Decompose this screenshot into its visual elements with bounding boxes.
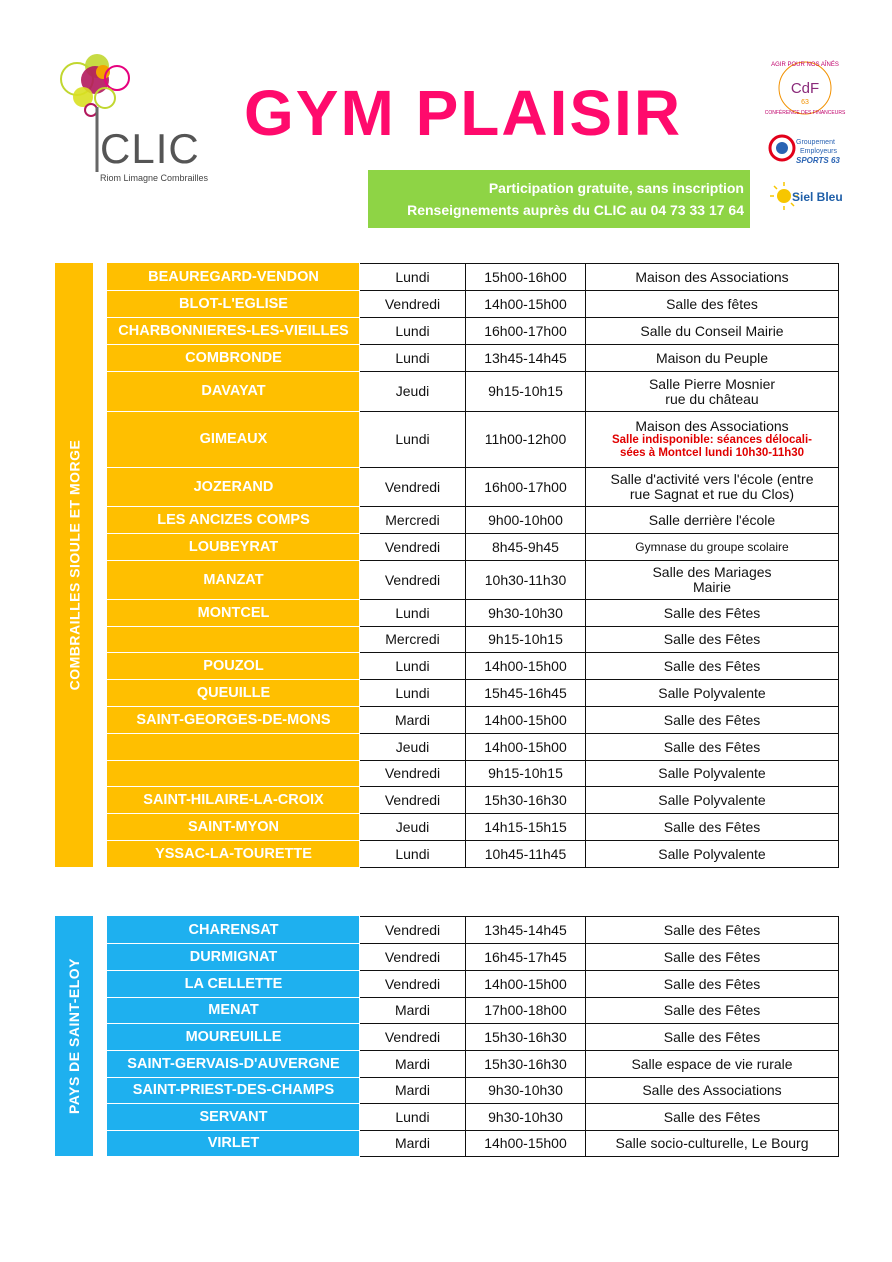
venue-text: Salle des Fêtes: [663, 948, 761, 965]
schedule-table-saint-eloy: [107, 916, 839, 1157]
table-row: [108, 971, 839, 998]
venue-text: Salle des Fêtes: [663, 738, 761, 755]
venue-text: Salle Polyvalente: [658, 845, 766, 862]
town-cell: QUEUILLE: [108, 680, 360, 707]
venue-text: Salle du Conseil Mairie: [640, 322, 784, 339]
table-row: [108, 600, 839, 627]
venue-text: Salle Polyvalente: [658, 791, 766, 808]
venue-cell: [586, 291, 839, 318]
ges-line-2: Employeurs: [800, 148, 837, 155]
time-cell: 14h00-15h00: [466, 707, 586, 734]
siel-bleu-logo: [770, 178, 842, 214]
table-row: [108, 814, 839, 841]
cdf-name: CdF: [790, 80, 820, 97]
venue-text-line-2: rue Sagnat et rue du Clos): [629, 486, 795, 502]
day-cell: Lundi: [360, 1104, 466, 1131]
town-cell: DURMIGNAT: [108, 944, 360, 971]
venue-text: Salle derrière l'école: [648, 511, 776, 528]
page-title: GYM PLAISIR: [244, 77, 683, 149]
day-cell: Vendredi: [360, 917, 466, 944]
venue-text: Salle espace de vie rurale: [631, 1055, 793, 1072]
day-cell: Jeudi: [360, 734, 466, 761]
town-cell: JOZERAND: [108, 468, 360, 507]
town-cell: [108, 761, 360, 787]
day-cell: Mardi: [360, 1131, 466, 1157]
section-label-text: PAYS DE SAINT-ELOY: [66, 957, 83, 1115]
town-cell: SAINT-GEORGES-DE-MONS: [108, 707, 360, 734]
town-cell: SAINT-HILAIRE-LA-CROIX: [108, 787, 360, 814]
time-cell: 14h00-15h00: [466, 1131, 586, 1157]
venue-cell: [586, 1051, 839, 1078]
town-cell: GIMEAUX: [108, 412, 360, 468]
time-cell: 9h30-10h30: [466, 600, 586, 627]
town-cell: COMBRONDE: [108, 345, 360, 372]
venue-relocation-note: Salle indisponible: séances délocali-: [611, 434, 813, 446]
venue-text: Salle des Fêtes: [663, 1028, 761, 1045]
table-row: [108, 627, 839, 653]
time-cell: 11h00-12h00: [466, 412, 586, 468]
time-cell: 9h30-10h30: [466, 1104, 586, 1131]
venue-cell: [586, 264, 839, 291]
ges-line-3: SPORTS 63: [796, 156, 840, 165]
section-label-combrailles: [55, 263, 93, 867]
time-cell: 14h00-15h00: [466, 734, 586, 761]
town-cell: MANZAT: [108, 561, 360, 600]
town-cell: DAVAYAT: [108, 372, 360, 412]
time-cell: 14h00-15h00: [466, 291, 586, 318]
day-cell: Lundi: [360, 600, 466, 627]
schedule-table-combrailles: [107, 263, 839, 868]
day-cell: Lundi: [360, 680, 466, 707]
time-cell: 15h30-16h30: [466, 1051, 586, 1078]
venue-text: Salle des Associations: [642, 1082, 782, 1098]
table-row: [108, 561, 839, 600]
venue-text: Salle socio-culturelle, Le Bourg: [615, 1135, 809, 1151]
time-cell: 8h45-9h45: [466, 534, 586, 561]
town-cell: CHARENSAT: [108, 917, 360, 944]
venue-text-line-2: rue du château: [665, 390, 759, 407]
day-cell: Lundi: [360, 318, 466, 345]
town-cell: LES ANCIZES COMPS: [108, 507, 360, 534]
venue-cell: [586, 1131, 839, 1157]
ges-line-1: Groupement: [796, 139, 835, 146]
day-cell: Vendredi: [360, 761, 466, 787]
venue-cell: [586, 944, 839, 971]
venue-text: Salle des Fêtes: [663, 711, 761, 728]
venue-cell: [586, 787, 839, 814]
table-row: [108, 1131, 839, 1157]
day-cell: Mercredi: [360, 627, 466, 653]
table-row: [108, 1078, 839, 1104]
venue-cell: [586, 534, 839, 561]
day-cell: Mardi: [360, 1078, 466, 1104]
town-cell: YSSAC-LA-TOURETTE: [108, 841, 360, 868]
venue-text: Salle des Fêtes: [663, 921, 761, 938]
town-cell: LA CELLETTE: [108, 971, 360, 998]
venue-cell: [586, 917, 839, 944]
table-row: [108, 734, 839, 761]
info-banner: [368, 170, 750, 228]
time-cell: 10h30-11h30: [466, 561, 586, 600]
venue-cell: [586, 1104, 839, 1131]
time-cell: 15h45-16h45: [466, 680, 586, 707]
town-cell: MOUREUILLE: [108, 1024, 360, 1051]
town-cell: POUZOL: [108, 653, 360, 680]
venue-text: Salle des Fêtes: [663, 975, 761, 992]
venue-cell: [586, 761, 839, 787]
table-row: [108, 412, 839, 468]
day-cell: Mardi: [360, 998, 466, 1024]
venue-cell: [586, 1024, 839, 1051]
table-row: [108, 787, 839, 814]
section-label-text: COMBRAILLES SIOULE ET MORGE: [66, 439, 83, 691]
section-label-saint-eloy: [55, 916, 93, 1156]
venue-text: Salle des Fêtes: [663, 818, 761, 835]
table-row: [108, 372, 839, 412]
cdf-arc-text: AGIR POUR NOS AÎNÉS: [771, 62, 839, 68]
venue-cell: [586, 627, 839, 653]
time-cell: 16h00-17h00: [466, 468, 586, 507]
venue-text: Salle des Fêtes: [663, 631, 761, 647]
clic-logo-subtitle: Riom Limagne Combrailles: [100, 173, 209, 183]
venue-text: Salle Polyvalente: [658, 684, 766, 701]
table-row: [108, 1051, 839, 1078]
time-cell: 13h45-14h45: [466, 917, 586, 944]
town-cell: SERVANT: [108, 1104, 360, 1131]
venue-text: Maison des Associations: [635, 418, 789, 434]
time-cell: 17h00-18h00: [466, 998, 586, 1024]
info-line-2: Renseignements auprès du CLIC au 04 73 33 17 64: [407, 202, 744, 218]
day-cell: Lundi: [360, 653, 466, 680]
table-row: [108, 534, 839, 561]
venue-text-line-2: Mairie: [692, 579, 732, 595]
venue-relocation-note: sées à Montcel lundi 10h30-11h30: [619, 447, 805, 459]
time-cell: 16h45-17h45: [466, 944, 586, 971]
venue-text: Salle des Fêtes: [663, 1108, 761, 1125]
table-row: [108, 291, 839, 318]
venue-cell: [586, 412, 839, 468]
venue-text: Salle d'activité vers l'école (entre: [610, 471, 814, 487]
venue-text: Gymnase du groupe scolaire: [635, 539, 789, 554]
town-cell: LOUBEYRAT: [108, 534, 360, 561]
table-row: [108, 707, 839, 734]
town-cell: VIRLET: [108, 1131, 360, 1157]
cdf-subtitle: CONFÉRENCE DES FINANCEURS: [764, 110, 846, 116]
day-cell: Jeudi: [360, 814, 466, 841]
venue-cell: [586, 653, 839, 680]
table-row: [108, 917, 839, 944]
time-cell: 15h30-16h30: [466, 787, 586, 814]
table-row: [108, 944, 839, 971]
venue-cell: [586, 707, 839, 734]
town-cell: [108, 627, 360, 653]
town-cell: SAINT-MYON: [108, 814, 360, 841]
venue-text: Salle des Fêtes: [663, 604, 761, 621]
time-cell: 9h30-10h30: [466, 1078, 586, 1104]
table-row: [108, 680, 839, 707]
day-cell: Lundi: [360, 412, 466, 468]
cdf63-logo: [764, 55, 846, 117]
clic-logo-word: CLIC: [100, 125, 200, 172]
venue-text: Salle des Mariages: [652, 564, 772, 580]
day-cell: Vendredi: [360, 971, 466, 998]
venue-cell: [586, 998, 839, 1024]
venue-cell: [586, 680, 839, 707]
venue-cell: [586, 318, 839, 345]
time-cell: 9h15-10h15: [466, 372, 586, 412]
day-cell: Vendredi: [360, 291, 466, 318]
town-cell: MONTCEL: [108, 600, 360, 627]
day-cell: Vendredi: [360, 1024, 466, 1051]
table-row: [108, 761, 839, 787]
time-cell: 16h00-17h00: [466, 318, 586, 345]
table-row: [108, 998, 839, 1024]
venue-text: Salle Polyvalente: [658, 765, 766, 781]
table-row: [108, 468, 839, 507]
town-cell: MENAT: [108, 998, 360, 1024]
town-cell: SAINT-PRIEST-DES-CHAMPS: [108, 1078, 360, 1104]
time-cell: 14h00-15h00: [466, 653, 586, 680]
venue-text: Salle des Fêtes: [663, 657, 761, 674]
time-cell: 14h00-15h00: [466, 971, 586, 998]
venue-cell: [586, 507, 839, 534]
day-cell: Jeudi: [360, 372, 466, 412]
venue-text: Salle des fêtes: [666, 295, 758, 312]
venue-cell: [586, 1078, 839, 1104]
day-cell: Mardi: [360, 1051, 466, 1078]
table-row: [108, 653, 839, 680]
venue-text: Salle des Fêtes: [663, 1002, 761, 1018]
time-cell: 14h15-15h15: [466, 814, 586, 841]
day-cell: Vendredi: [360, 787, 466, 814]
venue-cell: [586, 561, 839, 600]
time-cell: 13h45-14h45: [466, 345, 586, 372]
time-cell: 9h15-10h15: [466, 627, 586, 653]
day-cell: Lundi: [360, 841, 466, 868]
table-row: [108, 1104, 839, 1131]
venue-text: Salle Pierre Mosnier: [648, 375, 776, 392]
time-cell: 15h30-16h30: [466, 1024, 586, 1051]
day-cell: Vendredi: [360, 534, 466, 561]
venue-cell: [586, 468, 839, 507]
town-cell: BLOT-L'EGLISE: [108, 291, 360, 318]
table-row: [108, 318, 839, 345]
town-cell: BEAUREGARD-VENDON: [108, 264, 360, 291]
day-cell: Vendredi: [360, 561, 466, 600]
day-cell: Mardi: [360, 707, 466, 734]
table-row: [108, 264, 839, 291]
day-cell: Vendredi: [360, 944, 466, 971]
time-cell: 15h00-16h00: [466, 264, 586, 291]
table-row: [108, 345, 839, 372]
venue-text: Maison du Peuple: [655, 349, 769, 366]
venue-cell: [586, 734, 839, 761]
town-cell: [108, 734, 360, 761]
town-cell: SAINT-GERVAIS-D'AUVERGNE: [108, 1051, 360, 1078]
time-cell: 10h45-11h45: [466, 841, 586, 868]
table-row: [108, 1024, 839, 1051]
venue-cell: [586, 600, 839, 627]
ges63-logo: [768, 130, 840, 170]
venue-cell: [586, 345, 839, 372]
info-line-1: Participation gratuite, sans inscription: [488, 180, 744, 196]
day-cell: Lundi: [360, 345, 466, 372]
time-cell: 9h15-10h15: [466, 761, 586, 787]
venue-text: Maison des Associations: [635, 268, 789, 285]
day-cell: Lundi: [360, 264, 466, 291]
day-cell: Mercredi: [360, 507, 466, 534]
venue-cell: [586, 841, 839, 868]
venue-cell: [586, 814, 839, 841]
table-row: [108, 841, 839, 868]
venue-cell: [586, 971, 839, 998]
siel-bleu-text: Siel Bleu: [792, 190, 843, 204]
cdf-number: 63: [801, 99, 809, 106]
venue-cell: [586, 372, 839, 412]
time-cell: 9h00-10h00: [466, 507, 586, 534]
town-cell: CHARBONNIERES-LES-VIEILLES: [108, 318, 360, 345]
day-cell: Vendredi: [360, 468, 466, 507]
table-row: [108, 507, 839, 534]
